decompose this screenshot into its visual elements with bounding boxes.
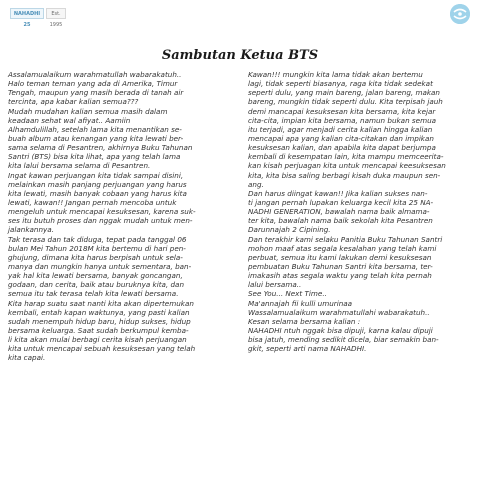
- text-line: bareng, mungkin tidak seperti dulu. Kita terpisah jauh: [248, 97, 443, 107]
- text-line: jalankannya.: [8, 225, 54, 235]
- text-line: kita, kita bisa saling berbagi kisah duka maupun sen-: [248, 170, 441, 180]
- text-line: Alhamdulillah, setelah lama kita menantikan se-: [8, 124, 182, 134]
- text-line: kembali, entah kapan waktunya, yang pasti kalian: [8, 307, 190, 317]
- text-line: Tak terasa dan tak diduga, tepat pada tanggal 06: [8, 234, 187, 244]
- text-line: Assalamualaikum warahmatullah wabarakatuh..: [8, 70, 182, 79]
- page-title: Sambutan Ketua BTS: [161, 48, 319, 63]
- text-line: ti jangan pernah lupakan keluarga kecil kita 25 NA-: [248, 197, 434, 207]
- text-line: gkit, seperti arti nama NAHADHI.: [248, 344, 367, 354]
- text-line: lagi, tidak seperti biasanya, raga kita tidak sedekat: [248, 79, 433, 89]
- text-line: Santri (BTS) bisa kita lihat, apa yang telah lama: [8, 152, 181, 162]
- text-line: Halo teman teman yang ada di Amerika, Timur: [8, 79, 178, 89]
- text-line: ses itu butuh proses dan nggak mudah untuk men-: [8, 216, 193, 226]
- text-line: Tengah, maupun yang masih berada di tanah air: [8, 88, 184, 98]
- text-line: Darunnajah 2 Cipining.: [248, 225, 331, 235]
- text-line: sama selama di Pesantren, akhirnya Buku Tahunan: [8, 143, 193, 153]
- text-line: manya dan mungkin hanya untuk sementara, ban-: [8, 261, 192, 271]
- text-line: ter kita, bawalah nama baik sekolah kita Pesantren: [248, 216, 433, 226]
- est-tag: Est. 1995: [46, 8, 66, 19]
- text-line: demi mancapai kesuksesan kita bersama, kita kejar: [248, 106, 436, 116]
- text-line: mencapai apa yang kalian cita-citakan dan impikan: [248, 133, 434, 143]
- text-line: Kesan selama bersama kalian :: [248, 316, 361, 326]
- text-line: tercinta, apa kabar kalian semua???: [8, 97, 139, 107]
- text-line: pembuatan Buku Tahunan Santri kita bersama, ter-: [248, 261, 433, 271]
- text-line: itu terjadi, agar menjadi cerita kalian hingga kalian: [248, 124, 433, 134]
- text-line: mengeluh untuk mencapai kesuksesan, karena suk-: [8, 207, 196, 217]
- text-line: melainkan masih panjang perjuangan yang harus: [8, 179, 187, 189]
- text-line: Ma'annajah fii kulli umurinaa: [248, 298, 353, 308]
- text-line: Kawan!!! mungkin kita lama tidak akan bertemu: [248, 70, 423, 79]
- text-line: Mudah mudahan kalian semua masih dalam: [8, 106, 168, 116]
- text-line: perbuat, semua itu kami lakukan demi kesuksesan: [248, 252, 432, 262]
- text-line: kan kisah perjuagan kita untuk mencapai keesuksesan: [248, 161, 446, 171]
- text-line: kesuksesan kalian, dan apabila kita dapat berjumpa: [248, 143, 436, 153]
- text-line: cita-cita, impian kita bersama, namun bukan semua: [248, 115, 437, 125]
- edition-tag: NAHADHI 25: [10, 8, 44, 19]
- text-line: bulan Mei Tahun 2018M kita bertemu di hari pen-: [8, 243, 186, 253]
- text-line: sudah menempuh hidup baru, hidup sukses, hidup: [8, 316, 191, 326]
- text-line: Dan harus diingat kawan!! Jika kalian sukses nan-: [248, 188, 428, 198]
- text-line: mohon maaf atas segala kesalahan yang telah kami: [248, 243, 437, 253]
- text-line: Ingat kawan perjuangan kita tidak sampai disini,: [8, 170, 184, 180]
- text-line: kita untuk mencapai sebuah kesuksesan yang telah: [8, 344, 196, 354]
- right-column: [248, 70, 472, 353]
- text-line: bersama keluarga. Saat sudah berkumpul kemba-: [8, 325, 189, 335]
- text-line: NADHI GENERATION, bawalah nama baik almama-: [248, 207, 430, 217]
- text-line: imakasih atas segala waktu yang telah kita pernah: [248, 271, 432, 281]
- text-line: semua itu tak terasa telah kita lewati bersama.: [8, 289, 179, 299]
- text-line: Kita harap suatu saat nanti kita akan dipertemukan: [8, 298, 194, 308]
- text-line: bisa jatuh, mending sedikit dicela, biar semakin ban-: [248, 335, 439, 345]
- text-line: Dan terakhir kami selaku Panitia Buku Tahunan Santri: [248, 234, 443, 244]
- text-line: kembali di kesempatan lain, kita mampu memceerita-: [248, 152, 444, 162]
- text-line: lalui bersama..: [248, 280, 302, 290]
- text-line: kita lalui bersama selama di Pesantren.: [8, 161, 151, 171]
- text-line: seperti dulu, yang main bareng, jalan bareng, makan: [248, 88, 440, 98]
- text-line: NAHADHI ntuh nggak bisa dipuji, karna kalau dipuji: [248, 325, 433, 335]
- left-column: [8, 70, 226, 363]
- text-line: keadaan sehat wal afiyat.. Aamiin: [8, 115, 131, 125]
- text-line: ghujung, dimana kita harus berpisah untuk sela-: [8, 252, 183, 262]
- text-line: godaan, dan cerita, baik atau buruknya kita, dan: [8, 280, 185, 290]
- text-line: buah album atau kenangan yang kita lewati ber-: [8, 133, 184, 143]
- text-line: kita lewati, masih banyak cobaan yang harus kita: [8, 188, 187, 198]
- text-line: kita capai.: [8, 353, 46, 363]
- text-line: See You... Next Time..: [248, 289, 327, 299]
- logo-icon: [450, 4, 470, 24]
- text-line: ang.: [248, 179, 264, 189]
- text-line: li kita akan mulai berbagi cerita kisah perjuangan: [8, 335, 187, 345]
- text-line: yak hal kita lewati bersama, banyak goncangan,: [8, 271, 183, 281]
- text-line: lewati, kawan!! Jangan pernah mencoba untuk: [8, 197, 177, 207]
- text-line: Wassalamualaikum warahmatullahi wabarakatuh..: [248, 307, 430, 317]
